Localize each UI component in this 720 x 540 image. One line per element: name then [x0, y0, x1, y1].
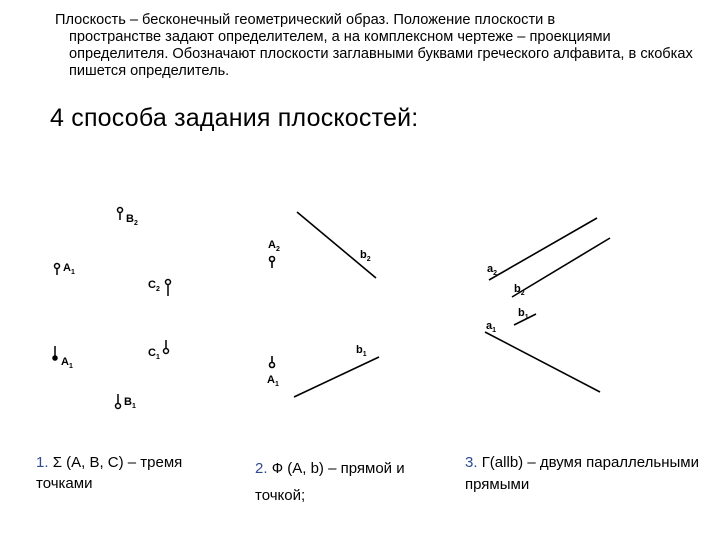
- label-a2: $A_1$: [63, 262, 75, 276]
- caption-2-number: 2.: [255, 460, 268, 477]
- line-b2: [297, 212, 376, 278]
- label-b2: $b_2$: [514, 283, 525, 297]
- point-a2: [270, 257, 275, 262]
- label-c2: $C_2$: [148, 279, 160, 293]
- point-b1: [116, 404, 121, 409]
- point-a1: [53, 356, 57, 360]
- figure-three-points-labels: [61, 213, 160, 410]
- figure-line-and-point: [270, 212, 380, 397]
- caption-2-text: Ф (А, b) – прямой и точкой;: [255, 460, 405, 504]
- intro-line-rest: пространстве задают определителем, а на комплексном чертеже – проекциями определителя. Обозначают плоскости заглавными буквами греческого алфавита, в скобках пишется определитель.: [69, 29, 693, 79]
- caption-line-and-point: [255, 455, 445, 509]
- label-a1: $A_1$: [267, 374, 279, 388]
- caption-3-text: Г(аllb) – двумя параллельными прямыми: [465, 454, 699, 493]
- figure-parallel-lines-labels: [486, 263, 529, 334]
- label-a2: $a_2$: [487, 263, 498, 277]
- page-heading: 4 способа задания плоскостей:: [50, 104, 419, 132]
- line-a2: [489, 218, 597, 280]
- caption-1-number: 1.: [36, 454, 49, 471]
- point-a1: [270, 363, 275, 368]
- figure-three-points: [53, 208, 171, 409]
- figure-parallel-lines: [485, 218, 610, 392]
- line-b1: [294, 357, 379, 397]
- caption-1-text: Σ (А, В, С) – тремя точками: [36, 454, 183, 492]
- caption-parallel-lines: [465, 452, 720, 496]
- label-c1: $C_1$: [148, 347, 160, 361]
- label-b2: $B_2$: [126, 213, 138, 227]
- intro-line-1: Плоскость – бесконечный геометрический образ. Положение плоскости в: [55, 12, 556, 28]
- label-b1: $b_1$: [518, 307, 529, 321]
- point-c1: [164, 349, 169, 354]
- caption-three-points: [36, 452, 206, 494]
- label-a1: $A_1$: [61, 356, 73, 370]
- label-a1: $a_1$: [486, 320, 497, 334]
- point-a2: [55, 264, 60, 269]
- line-a1: [485, 332, 600, 392]
- point-b2: [118, 208, 123, 213]
- caption-3-number: 3.: [465, 454, 478, 471]
- label-b1: $B_1$: [124, 396, 136, 410]
- label-a2: $A_2$: [268, 239, 280, 253]
- label-b2: $b_2$: [360, 249, 371, 263]
- line-b2: [512, 238, 610, 297]
- label-b1: $b_1$: [356, 344, 367, 358]
- point-c2: [166, 280, 171, 285]
